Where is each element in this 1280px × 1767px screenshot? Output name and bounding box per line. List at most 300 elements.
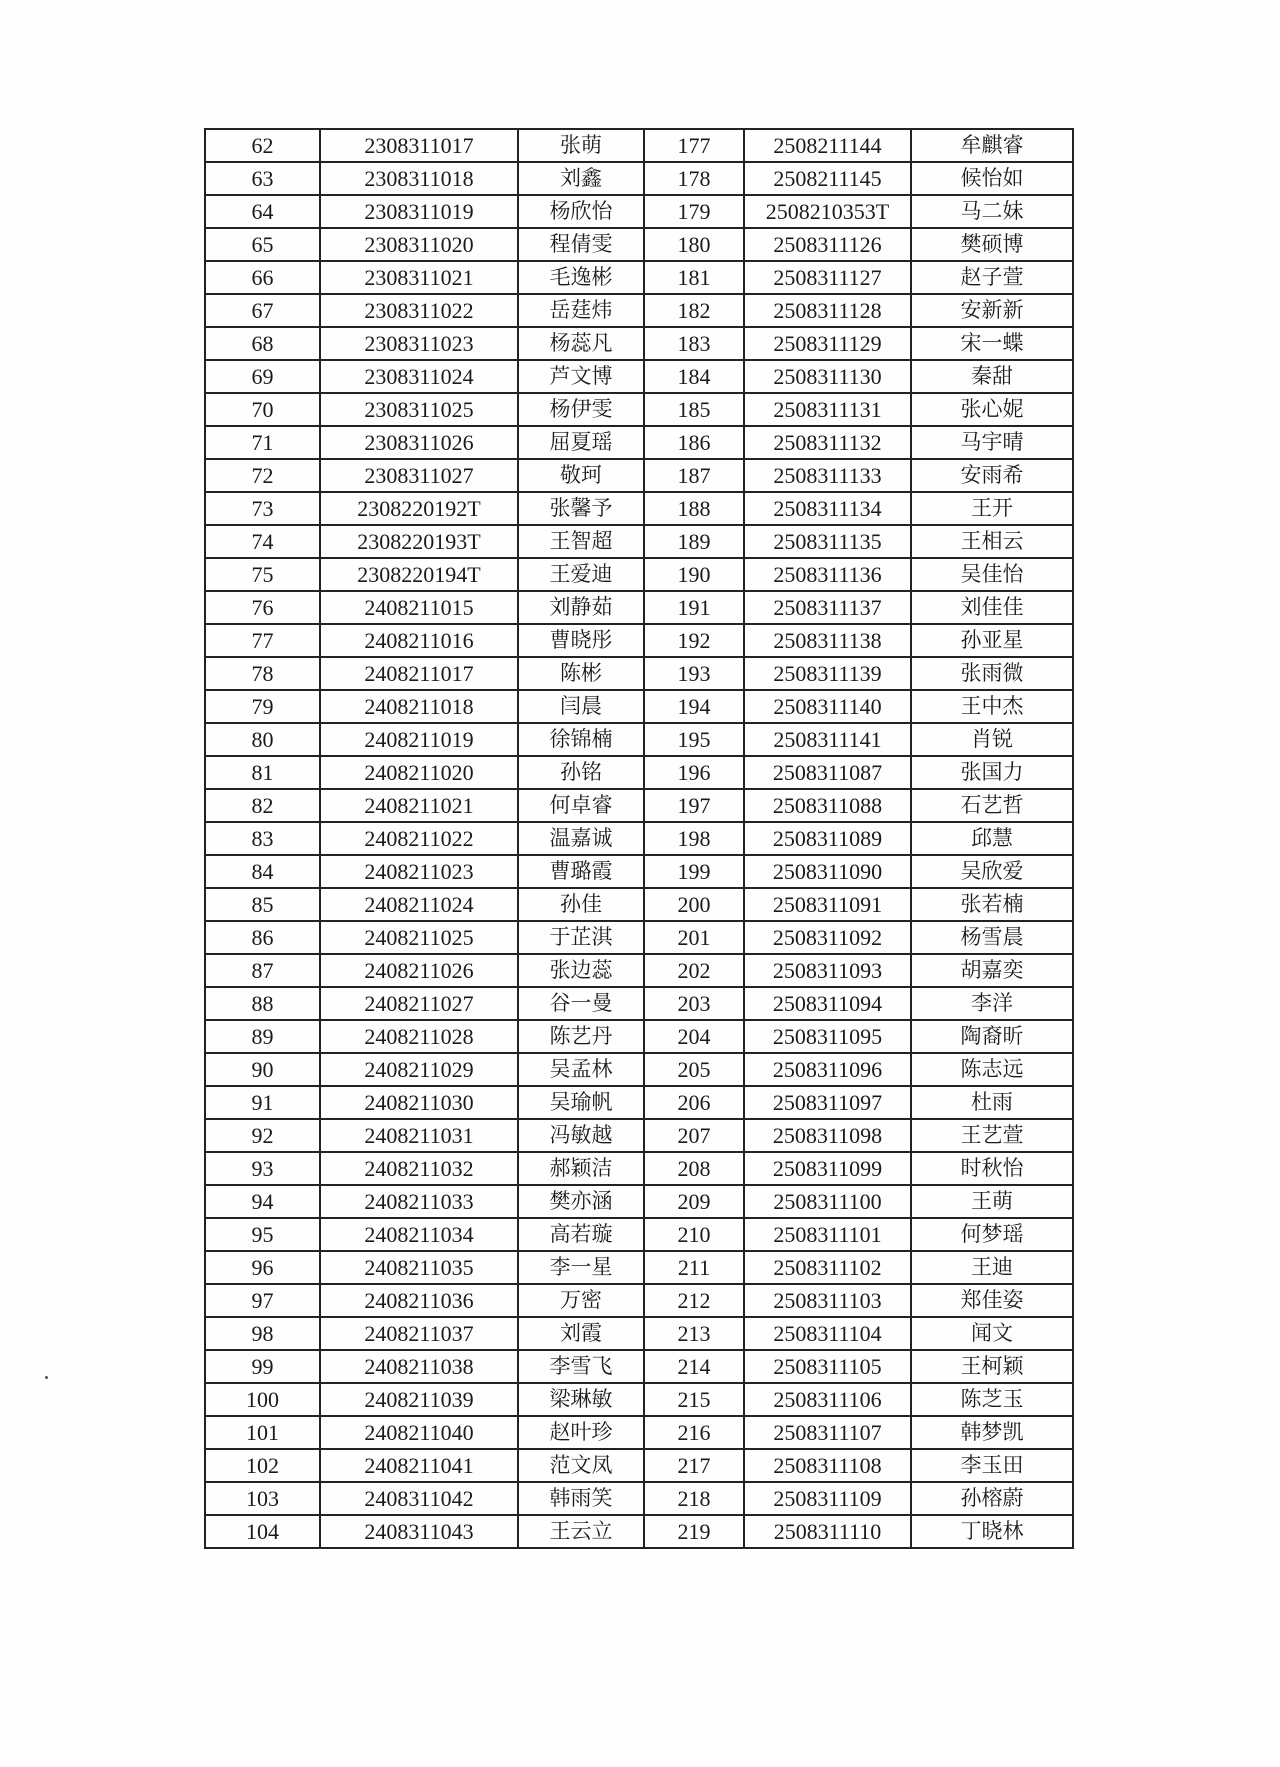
left-student-name: 郝颖洁 (518, 1152, 644, 1185)
right-serial-number: 211 (644, 1251, 744, 1284)
right-serial-number: 196 (644, 756, 744, 789)
left-serial-number: 81 (205, 756, 320, 789)
table-row (205, 1350, 1073, 1383)
left-serial-number: 75 (205, 558, 320, 591)
left-student-name: 何卓睿 (518, 789, 644, 822)
right-student-id: 2508311126 (744, 228, 911, 261)
table-row (205, 492, 1073, 525)
right-serial-number: 178 (644, 162, 744, 195)
left-serial-number: 87 (205, 954, 320, 987)
left-student-id: 2408211023 (320, 855, 518, 888)
left-serial-number: 78 (205, 657, 320, 690)
right-serial-number: 193 (644, 657, 744, 690)
right-serial-number: 183 (644, 327, 744, 360)
roster-body (205, 129, 1073, 1548)
left-student-id: 2408211024 (320, 888, 518, 921)
left-student-id: 2408311043 (320, 1515, 518, 1548)
table-row (205, 591, 1073, 624)
left-student-name: 韩雨笑 (518, 1482, 644, 1515)
right-serial-number: 209 (644, 1185, 744, 1218)
right-student-name: 张国力 (911, 756, 1073, 789)
table-row (205, 1383, 1073, 1416)
left-serial-number: 102 (205, 1449, 320, 1482)
right-student-name: 秦甜 (911, 360, 1073, 393)
right-student-id: 2508311088 (744, 789, 911, 822)
left-student-id: 2308220193T (320, 525, 518, 558)
left-serial-number: 97 (205, 1284, 320, 1317)
left-student-id: 2308311023 (320, 327, 518, 360)
right-student-name: 陈芝玉 (911, 1383, 1073, 1416)
left-student-id: 2408211016 (320, 624, 518, 657)
right-serial-number: 187 (644, 459, 744, 492)
table-row (205, 1416, 1073, 1449)
right-student-name: 王柯颖 (911, 1350, 1073, 1383)
left-serial-number: 63 (205, 162, 320, 195)
left-student-name: 孙铭 (518, 756, 644, 789)
left-student-id: 2408211019 (320, 723, 518, 756)
left-serial-number: 89 (205, 1020, 320, 1053)
right-student-name: 何梦瑶 (911, 1218, 1073, 1251)
right-student-id: 2508311130 (744, 360, 911, 393)
right-student-name: 王迪 (911, 1251, 1073, 1284)
right-student-id: 2508311097 (744, 1086, 911, 1119)
table-row (205, 1449, 1073, 1482)
left-student-id: 2408211036 (320, 1284, 518, 1317)
left-serial-number: 69 (205, 360, 320, 393)
table-row (205, 1020, 1073, 1053)
left-student-name: 冯敏越 (518, 1119, 644, 1152)
table-row (205, 1152, 1073, 1185)
left-serial-number: 72 (205, 459, 320, 492)
right-student-name: 宋一蝶 (911, 327, 1073, 360)
table-row (205, 1317, 1073, 1350)
right-serial-number: 191 (644, 591, 744, 624)
left-serial-number: 62 (205, 129, 320, 162)
right-student-id: 2508210353T (744, 195, 911, 228)
right-student-name: 王相云 (911, 525, 1073, 558)
left-student-name: 芦文博 (518, 360, 644, 393)
left-student-id: 2408311042 (320, 1482, 518, 1515)
table-row (205, 954, 1073, 987)
right-serial-number: 206 (644, 1086, 744, 1119)
right-student-name: 陈志远 (911, 1053, 1073, 1086)
left-serial-number: 99 (205, 1350, 320, 1383)
table-row (205, 690, 1073, 723)
table-row (205, 789, 1073, 822)
table-row (205, 921, 1073, 954)
left-student-name: 张边蕊 (518, 954, 644, 987)
left-serial-number: 98 (205, 1317, 320, 1350)
left-student-name: 梁琳敏 (518, 1383, 644, 1416)
right-serial-number: 181 (644, 261, 744, 294)
left-student-id: 2408211026 (320, 954, 518, 987)
right-serial-number: 186 (644, 426, 744, 459)
right-student-id: 2508311107 (744, 1416, 911, 1449)
right-student-name: 樊硕博 (911, 228, 1073, 261)
left-student-name: 王爱迪 (518, 558, 644, 591)
left-serial-number: 88 (205, 987, 320, 1020)
right-serial-number: 188 (644, 492, 744, 525)
left-student-id: 2408211038 (320, 1350, 518, 1383)
left-student-id: 2408211030 (320, 1086, 518, 1119)
right-serial-number: 208 (644, 1152, 744, 1185)
left-student-id: 2408211017 (320, 657, 518, 690)
right-student-id: 2508311138 (744, 624, 911, 657)
left-serial-number: 66 (205, 261, 320, 294)
right-serial-number: 205 (644, 1053, 744, 1086)
right-student-name: 闻文 (911, 1317, 1073, 1350)
right-student-id: 2508311099 (744, 1152, 911, 1185)
left-serial-number: 77 (205, 624, 320, 657)
left-student-id: 2308220194T (320, 558, 518, 591)
left-serial-number: 73 (205, 492, 320, 525)
left-student-name: 刘霞 (518, 1317, 644, 1350)
left-student-id: 2408211029 (320, 1053, 518, 1086)
right-student-id: 2508311136 (744, 558, 911, 591)
left-student-name: 徐锦楠 (518, 723, 644, 756)
left-student-name: 赵叶珍 (518, 1416, 644, 1449)
table-row (205, 393, 1073, 426)
left-student-id: 2408211015 (320, 591, 518, 624)
right-serial-number: 197 (644, 789, 744, 822)
left-student-name: 王智超 (518, 525, 644, 558)
right-serial-number: 185 (644, 393, 744, 426)
right-student-name: 韩梦凯 (911, 1416, 1073, 1449)
right-student-id: 2508311103 (744, 1284, 911, 1317)
left-student-id: 2408211039 (320, 1383, 518, 1416)
left-student-id: 2408211027 (320, 987, 518, 1020)
right-student-id: 2508311134 (744, 492, 911, 525)
left-serial-number: 80 (205, 723, 320, 756)
student-roster-table (204, 128, 1074, 1549)
left-student-id: 2308311025 (320, 393, 518, 426)
right-serial-number: 192 (644, 624, 744, 657)
right-student-id: 2508311102 (744, 1251, 911, 1284)
table-row (205, 1053, 1073, 1086)
left-student-id: 2308311019 (320, 195, 518, 228)
left-serial-number: 74 (205, 525, 320, 558)
left-student-id: 2408211028 (320, 1020, 518, 1053)
left-student-name: 吴瑜帆 (518, 1086, 644, 1119)
right-serial-number: 216 (644, 1416, 744, 1449)
right-student-name: 胡嘉奕 (911, 954, 1073, 987)
left-serial-number: 82 (205, 789, 320, 822)
right-serial-number: 184 (644, 360, 744, 393)
right-serial-number: 203 (644, 987, 744, 1020)
table-row (205, 1515, 1073, 1548)
right-student-id: 2508211145 (744, 162, 911, 195)
right-serial-number: 194 (644, 690, 744, 723)
right-student-name: 杜雨 (911, 1086, 1073, 1119)
right-student-id: 2508311100 (744, 1185, 911, 1218)
left-student-id: 2308311022 (320, 294, 518, 327)
right-serial-number: 180 (644, 228, 744, 261)
table-row (205, 261, 1073, 294)
right-student-name: 陶裔昕 (911, 1020, 1073, 1053)
right-student-id: 2508211144 (744, 129, 911, 162)
left-student-id: 2308311020 (320, 228, 518, 261)
table-row (205, 1119, 1073, 1152)
right-student-name: 王开 (911, 492, 1073, 525)
left-serial-number: 67 (205, 294, 320, 327)
left-student-id: 2408211020 (320, 756, 518, 789)
left-student-name: 谷一曼 (518, 987, 644, 1020)
right-student-name: 王艺萱 (911, 1119, 1073, 1152)
right-serial-number: 179 (644, 195, 744, 228)
left-serial-number: 64 (205, 195, 320, 228)
table-row (205, 459, 1073, 492)
table-row (205, 723, 1073, 756)
right-student-id: 2508311128 (744, 294, 911, 327)
left-serial-number: 76 (205, 591, 320, 624)
right-student-id: 2508311095 (744, 1020, 911, 1053)
right-student-id: 2508311129 (744, 327, 911, 360)
left-student-id: 2308311026 (320, 426, 518, 459)
table-row (205, 1251, 1073, 1284)
left-serial-number: 71 (205, 426, 320, 459)
left-serial-number: 95 (205, 1218, 320, 1251)
left-student-id: 2408211022 (320, 822, 518, 855)
left-serial-number: 91 (205, 1086, 320, 1119)
left-student-name: 李雪飞 (518, 1350, 644, 1383)
right-student-name: 邱慧 (911, 822, 1073, 855)
right-student-name: 时秋怡 (911, 1152, 1073, 1185)
table-row (205, 657, 1073, 690)
right-student-id: 2508311137 (744, 591, 911, 624)
right-student-name: 肖锐 (911, 723, 1073, 756)
left-student-id: 2408211040 (320, 1416, 518, 1449)
right-student-name: 马宇晴 (911, 426, 1073, 459)
right-student-id: 2508311101 (744, 1218, 911, 1251)
left-student-name: 王云立 (518, 1515, 644, 1548)
left-student-name: 孙佳 (518, 888, 644, 921)
right-student-name: 赵子萱 (911, 261, 1073, 294)
right-student-id: 2508311141 (744, 723, 911, 756)
left-student-id: 2408211032 (320, 1152, 518, 1185)
right-student-name: 丁晓林 (911, 1515, 1073, 1548)
left-serial-number: 104 (205, 1515, 320, 1548)
left-student-id: 2408211018 (320, 690, 518, 723)
table-row (205, 195, 1073, 228)
left-serial-number: 65 (205, 228, 320, 261)
left-student-name: 温嘉诚 (518, 822, 644, 855)
left-serial-number: 79 (205, 690, 320, 723)
left-student-id: 2308311024 (320, 360, 518, 393)
scan-speck (45, 1376, 48, 1379)
right-student-id: 2508311098 (744, 1119, 911, 1152)
right-student-name: 安雨希 (911, 459, 1073, 492)
left-serial-number: 92 (205, 1119, 320, 1152)
left-serial-number: 85 (205, 888, 320, 921)
right-serial-number: 214 (644, 1350, 744, 1383)
right-serial-number: 199 (644, 855, 744, 888)
table-row (205, 426, 1073, 459)
table-row (205, 1218, 1073, 1251)
right-student-name: 吴佳怡 (911, 558, 1073, 591)
left-student-name: 张馨予 (518, 492, 644, 525)
left-student-name: 屈夏瑶 (518, 426, 644, 459)
left-student-id: 2308311017 (320, 129, 518, 162)
left-student-id: 2408211035 (320, 1251, 518, 1284)
right-serial-number: 201 (644, 921, 744, 954)
table-row (205, 558, 1073, 591)
left-student-name: 曹璐霞 (518, 855, 644, 888)
left-student-name: 毛逸彬 (518, 261, 644, 294)
right-student-id: 2508311108 (744, 1449, 911, 1482)
left-student-id: 2408211041 (320, 1449, 518, 1482)
right-student-name: 张雨微 (911, 657, 1073, 690)
right-student-id: 2508311090 (744, 855, 911, 888)
left-serial-number: 93 (205, 1152, 320, 1185)
left-student-name: 高若璇 (518, 1218, 644, 1251)
right-student-name: 石艺哲 (911, 789, 1073, 822)
left-serial-number: 100 (205, 1383, 320, 1416)
right-student-name: 候怡如 (911, 162, 1073, 195)
right-serial-number: 177 (644, 129, 744, 162)
right-student-id: 2508311109 (744, 1482, 911, 1515)
right-serial-number: 200 (644, 888, 744, 921)
table-row (205, 162, 1073, 195)
right-student-id: 2508311140 (744, 690, 911, 723)
left-student-id: 2308311021 (320, 261, 518, 294)
left-student-id: 2408211031 (320, 1119, 518, 1152)
right-student-id: 2508311106 (744, 1383, 911, 1416)
left-student-name: 敬珂 (518, 459, 644, 492)
right-student-id: 2508311091 (744, 888, 911, 921)
left-student-name: 杨蕊凡 (518, 327, 644, 360)
right-student-name: 郑佳姿 (911, 1284, 1073, 1317)
right-serial-number: 215 (644, 1383, 744, 1416)
right-student-name: 牟麒睿 (911, 129, 1073, 162)
table-row (205, 855, 1073, 888)
table-row (205, 228, 1073, 261)
left-student-name: 陈彬 (518, 657, 644, 690)
right-student-id: 2508311139 (744, 657, 911, 690)
left-student-id: 2408211021 (320, 789, 518, 822)
left-student-name: 杨欣怡 (518, 195, 644, 228)
right-student-name: 李玉田 (911, 1449, 1073, 1482)
right-student-name: 李洋 (911, 987, 1073, 1020)
table-row (205, 129, 1073, 162)
left-serial-number: 96 (205, 1251, 320, 1284)
right-student-name: 安新新 (911, 294, 1073, 327)
right-student-name: 孙榕蔚 (911, 1482, 1073, 1515)
right-serial-number: 195 (644, 723, 744, 756)
left-student-name: 杨伊雯 (518, 393, 644, 426)
right-student-id: 2508311127 (744, 261, 911, 294)
right-serial-number: 213 (644, 1317, 744, 1350)
right-student-id: 2508311110 (744, 1515, 911, 1548)
right-serial-number: 207 (644, 1119, 744, 1152)
right-serial-number: 212 (644, 1284, 744, 1317)
table-row (205, 1482, 1073, 1515)
left-serial-number: 103 (205, 1482, 320, 1515)
table-row (205, 360, 1073, 393)
table-row (205, 756, 1073, 789)
right-serial-number: 219 (644, 1515, 744, 1548)
right-student-id: 2508311135 (744, 525, 911, 558)
table-row (205, 1086, 1073, 1119)
right-student-id: 2508311089 (744, 822, 911, 855)
left-student-name: 岳莛炜 (518, 294, 644, 327)
right-student-name: 马二妹 (911, 195, 1073, 228)
right-serial-number: 210 (644, 1218, 744, 1251)
table-row (205, 822, 1073, 855)
left-serial-number: 86 (205, 921, 320, 954)
left-student-name: 程倩雯 (518, 228, 644, 261)
left-serial-number: 84 (205, 855, 320, 888)
table-row (205, 1185, 1073, 1218)
left-student-id: 2308311018 (320, 162, 518, 195)
right-student-id: 2508311096 (744, 1053, 911, 1086)
left-student-name: 万密 (518, 1284, 644, 1317)
left-student-name: 张萌 (518, 129, 644, 162)
left-serial-number: 68 (205, 327, 320, 360)
right-serial-number: 217 (644, 1449, 744, 1482)
right-student-name: 张心妮 (911, 393, 1073, 426)
right-serial-number: 182 (644, 294, 744, 327)
left-student-id: 2308220192T (320, 492, 518, 525)
right-serial-number: 204 (644, 1020, 744, 1053)
right-student-id: 2508311133 (744, 459, 911, 492)
table-row (205, 987, 1073, 1020)
right-student-id: 2508311105 (744, 1350, 911, 1383)
right-student-name: 张若楠 (911, 888, 1073, 921)
right-serial-number: 198 (644, 822, 744, 855)
left-student-name: 吴孟林 (518, 1053, 644, 1086)
right-serial-number: 190 (644, 558, 744, 591)
right-serial-number: 202 (644, 954, 744, 987)
left-serial-number: 101 (205, 1416, 320, 1449)
left-student-name: 李一星 (518, 1251, 644, 1284)
right-student-name: 吴欣爱 (911, 855, 1073, 888)
left-student-id: 2308311027 (320, 459, 518, 492)
right-serial-number: 218 (644, 1482, 744, 1515)
left-serial-number: 90 (205, 1053, 320, 1086)
left-serial-number: 70 (205, 393, 320, 426)
right-student-name: 王萌 (911, 1185, 1073, 1218)
right-student-id: 2508311093 (744, 954, 911, 987)
left-student-name: 刘静茹 (518, 591, 644, 624)
left-student-id: 2408211037 (320, 1317, 518, 1350)
table-row (205, 888, 1073, 921)
right-student-name: 孙亚星 (911, 624, 1073, 657)
table-row (205, 1284, 1073, 1317)
right-student-name: 王中杰 (911, 690, 1073, 723)
table-row (205, 525, 1073, 558)
left-student-name: 陈艺丹 (518, 1020, 644, 1053)
left-student-name: 闫晨 (518, 690, 644, 723)
left-serial-number: 83 (205, 822, 320, 855)
right-student-id: 2508311132 (744, 426, 911, 459)
right-student-id: 2508311087 (744, 756, 911, 789)
left-student-name: 曹晓彤 (518, 624, 644, 657)
table-row (205, 624, 1073, 657)
right-student-id: 2508311131 (744, 393, 911, 426)
left-student-name: 樊亦涵 (518, 1185, 644, 1218)
right-serial-number: 189 (644, 525, 744, 558)
right-student-name: 刘佳佳 (911, 591, 1073, 624)
left-student-id: 2408211025 (320, 921, 518, 954)
right-student-id: 2508311094 (744, 987, 911, 1020)
table-row (205, 294, 1073, 327)
left-student-name: 刘鑫 (518, 162, 644, 195)
left-student-name: 于芷淇 (518, 921, 644, 954)
right-student-id: 2508311092 (744, 921, 911, 954)
left-serial-number: 94 (205, 1185, 320, 1218)
right-student-name: 杨雪晨 (911, 921, 1073, 954)
right-student-id: 2508311104 (744, 1317, 911, 1350)
